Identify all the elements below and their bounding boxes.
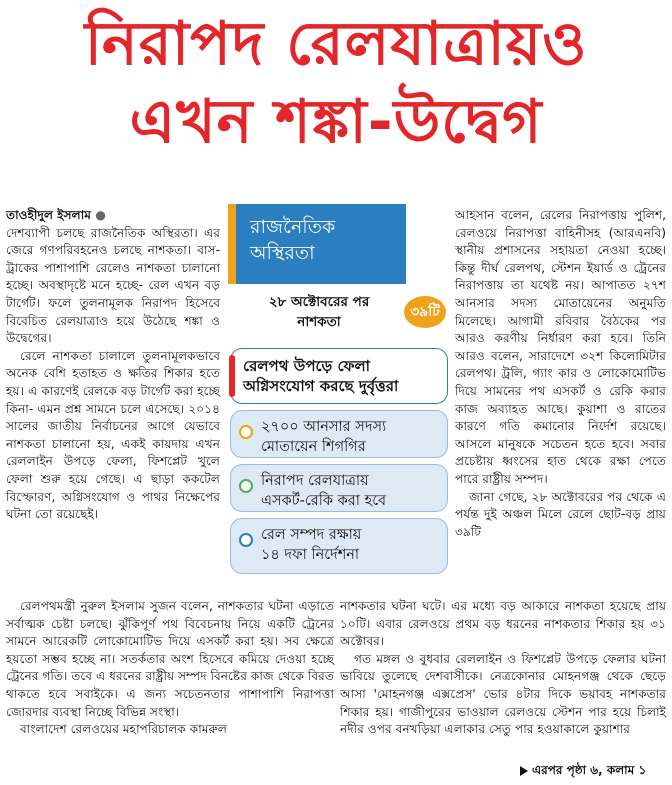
paragraph: রেলপথমন্ত্রী নুরুল ইসলাম সুজন বলেন, নাশকতার ঘটনা এড়াতে সর্বাত্মক চেষ্টা চলছে। ঝুঁকিপূর্ণ পথ বিবেচনায় নিয়ে একটি ট্রেনের সামনে আরেকটি লোকোমোটিভ দিয়ে এসকর্ট করা হয়। সব ক্ষেত্রে হয়তো সম্ভব হচ্ছে না। সতর্কতার অংশ হিসেবে কমিয়ে দেওয়া হচ্ছে ট্রেনের গতি। তবে এ ধরনের রাষ্ট্রীয় সম্পদ বিনষ্টের কাজ থেকে বিরত থাকতে হবে সবাইকে। এ জন্য সচেতনতার পাশাপাশি নিরাপত্তা জোরদার ব্যবস্থা নিচ্ছে বিভিন্ন সংস্থা। (6, 599, 334, 719)
article-column-right (455, 207, 666, 541)
paragraph: রেলে নাশকতা চালালে তুলনামূলকভাবে অনেক বেশি হতাহত ও ক্ষতির শিকার হতে হয়। এ কারণেই রেলকে বড় টার্গেট করা হচ্ছে কিনা- এমন প্রশ্ন সামনে চলে এসেছে। ২০১৪ সালের জাতীয় নির্বাচনের আগে যেভাবে নাশকতা চালানো হয়, একই কায়দায় এখন রেললাইন উপড়ে ফেলা, ফিশপ্লেট খুলে ফেলা শুরু হয়ে গেছে। এ ছাড়া ককটেল বিস্ফোরণ, অগ্নিসংযোগ ও পাথর নিক্ষেপের ঘটনা তো রয়েছেই। (6, 348, 220, 522)
headline-line-1: নিরাপদ রেলযাত্রায়ও (84, 9, 588, 79)
article-column-bottom-right (340, 598, 666, 739)
infobox-subtitle: ২৮ অক্টোবরের পর নাশকতা ৩৯টি (228, 288, 450, 336)
paragraph: জানা গেছে, ২৮ অক্টোবরের পর থেকে এ পর্যন্ত দুই অঞ্চল মিলে রেলে ছোট-বড় প্রায় ৩৯টি (455, 489, 666, 539)
paragraph: নাশকতার ঘটনা ঘটে। এর মধ্যে বড় আকারে নাশকতা হয়েছে প্রায় ১০টি। এবার রেলওয়ে প্রথম বড় ধরনের নাশকতার শিকার হয় ৩১ অক্টোবর। (340, 599, 666, 649)
paragraph: গত মঙ্গল ও বুধবার রেললাইন ও ফিশপ্লেট উপড়ে ফেলার ঘটনা ভাবিয়ে তুলেছে দেশবাসীকে। নেত্রকোনার মোহনগঞ্জ থেকে ছেড়ে আসা 'মোহনগঞ্জ এক্সপ্রেস' ভোর ৪টার দিকে ভয়াবহ নাশকতার শিকার হয়। গাজীপুরের ভাওয়াল রেলওয়ে স্টেশন পার হয়ে চিলাই নদীর ওপর বনখড়িয়া এলাকার সেতু পার হওয়াকালে কুয়াশার (340, 651, 666, 737)
article-column-bottom-left (6, 598, 334, 739)
headline-line-2: এখন শঙ্কা-উদ্বেগ (129, 87, 543, 157)
article-column-left (6, 207, 220, 524)
bullet-icon (239, 533, 253, 547)
infobox-point: ২৭০০ আনসার সদস্য মোতায়েন শিগগির (230, 410, 448, 458)
infobox-topic: রাজনৈতিক অস্থিরতা (228, 204, 406, 284)
paragraph: বাংলাদেশ রেলওয়ের মহাপরিচালক কামরুল (20, 722, 227, 737)
byline: তাওহীদুল ইসলাম ● (6, 208, 106, 222)
bullet-icon (239, 425, 253, 439)
infobox-point: নিরাপদ রেলযাত্রায় এসকর্ট-রেকি করা হবে (230, 464, 448, 512)
bullet-icon (239, 479, 253, 493)
infobox-point: রেল সম্পদ রক্ষায় ১৪ দফা নির্দেশনা (230, 518, 448, 574)
paragraph: দেশব্যাপী চলছে রাজনৈতিক অস্থিরতা। এর জেরে গণপরিবহনেও চলছে নাশকতা। বাস-ট্রাকের পাশাপাশি রেলেও নাশকতা চালানো হচ্ছে। অবস্থাদৃষ্টে মনে হচ্ছে- রেল এখন বড় টার্গেট। ফলে তুলনামূলক নিরাপদ হিসেবে বিবেচিত রেলযাত্রাও হয়ে উঠেছে শঙ্কা ও উদ্বেগের। (6, 225, 220, 346)
accent-bar (229, 355, 235, 397)
continued-on-link[interactable]: এরপর পৃষ্ঠা ৬, কলাম ১ (520, 762, 646, 782)
infobox-point: রেলপথ উপড়ে ফেলা অগ্নিসংযোগ করছে দুর্বৃত্তরা (230, 348, 448, 404)
paragraph: আহসান বলেন, রেলের নিরাপত্তায় পুলিশ, রেলওয়ে নিরাপত্তা বাহিনীসহ (আরএনবি) স্থানীয় প্রশাসনের সহায়তা নেওয়া হচ্ছে। কিন্তু দীর্ঘ রেলপথ, স্টেশন ইয়ার্ড ও ট্রেনের নিরাপত্তায় তা যথেষ্ট নয়। আপাতত ২৭শ আনসার সদস্য মোতায়েনের অনুমতি মিলেছে। আগামী রবিবার বৈঠকের পর আরও করণীয় নির্ধারণ করা হবে। তিনি আরও বলেন, সারাদেশে ৩২শ কিলোমিটার রেলপথ। ট্রলি, গ্যাং কার ও লোকোমোটিভ দিয়ে সামনের পথ এসকর্ট ও রেকি করার কাজ অব্যাহত আছে। কুয়াশা ও রাতের কারণে গতি কমানোর নির্দেশ রয়েছে। আসলে মানুষকে সচেতন হতে হবে। সবার প্রচেষ্টায় ধ্বংসের হাত থেকে রক্ষা পেতে পারে রাষ্ট্রীয় সম্পদ। (455, 208, 666, 486)
arrow-right-icon (520, 766, 528, 776)
count-badge: ৩৯টি (404, 296, 446, 328)
